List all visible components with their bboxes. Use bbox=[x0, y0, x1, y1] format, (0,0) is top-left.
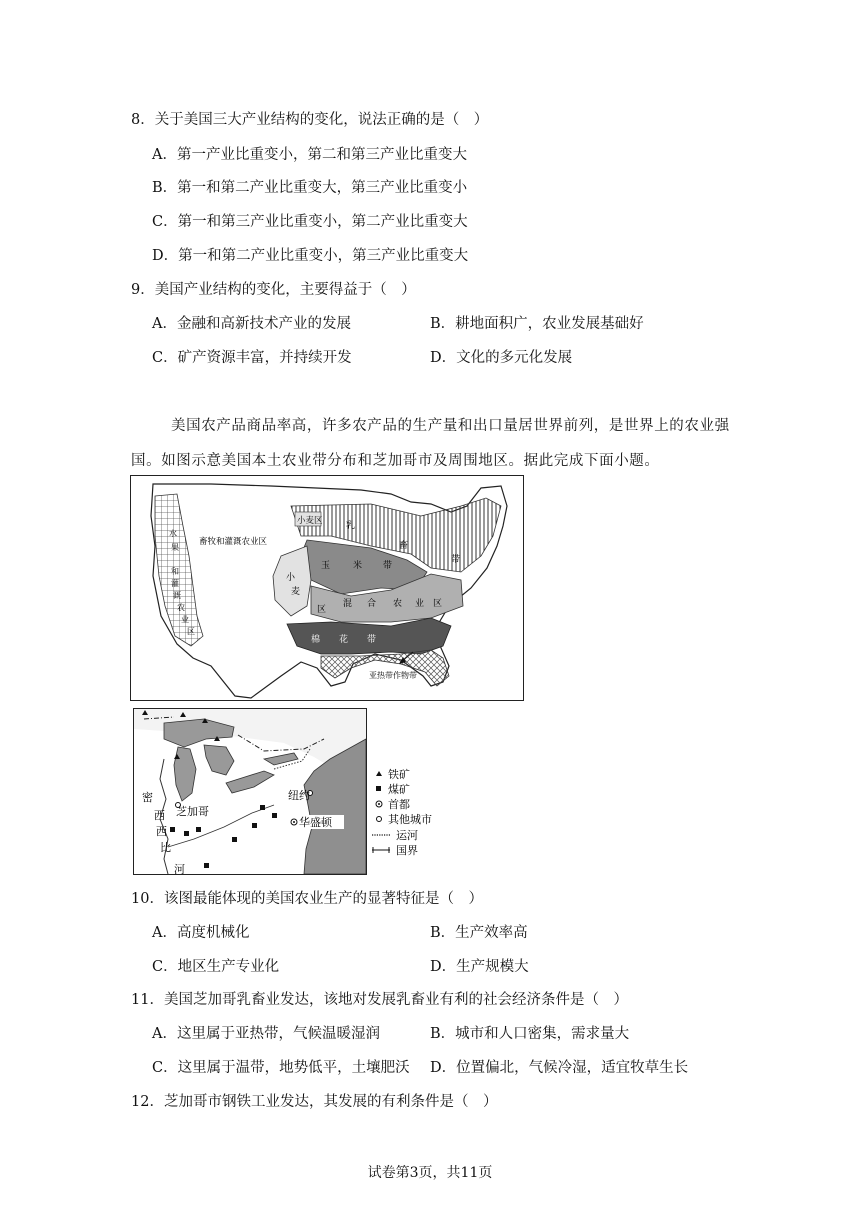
question-11-stem: 11．美国芝加哥乳畜业发达，该地对发展乳畜业有利的社会经济条件是（ ） bbox=[131, 992, 628, 1008]
coal-marker bbox=[170, 827, 175, 832]
coal-marker bbox=[252, 823, 257, 828]
label-wheat-s2: 麦 bbox=[291, 587, 301, 597]
legend-iron-ore-icon bbox=[376, 771, 382, 776]
question-9-option-b[interactable]: B．耕地面积广，农业发展基础好 bbox=[430, 316, 644, 332]
chicago-region-map bbox=[133, 708, 367, 875]
legend-canal-label: 运河 bbox=[396, 829, 418, 842]
legend-border-label: 国界 bbox=[396, 844, 418, 857]
label-pacific-6: 农 bbox=[177, 603, 185, 612]
label-dairy-1: 乳 bbox=[346, 521, 356, 531]
question-8-option-b[interactable]: B．第一和第二产业比重变大，第三产业比重变小 bbox=[152, 180, 468, 196]
atlantic-ocean bbox=[304, 739, 366, 874]
label-pacific-5: 溉 bbox=[173, 591, 181, 600]
lake-huron bbox=[204, 745, 234, 775]
question-9-option-d[interactable]: D．文化的多元化发展 bbox=[430, 350, 573, 366]
label-chicago: 芝加哥 bbox=[176, 805, 209, 818]
label-dairy-3: 带 bbox=[451, 555, 461, 565]
label-corn-3: 带 bbox=[383, 561, 393, 571]
label-pacific-2: 果 bbox=[171, 543, 179, 552]
label-ranching: 畜牧和灌溉农业区 bbox=[199, 537, 268, 547]
coal-marker bbox=[272, 813, 277, 818]
question-9-stem: 9．美国产业结构的变化，主要得益于（ ） bbox=[131, 282, 416, 298]
legend-iron-ore-label: 铁矿 bbox=[388, 768, 410, 781]
question-9-option-a[interactable]: A．金融和高新技术产业的发展 bbox=[152, 316, 351, 332]
legend-coal-icon bbox=[376, 786, 381, 791]
label-wheat-s3: 区 bbox=[317, 605, 327, 615]
question-11-option-a[interactable]: A．这里属于亚热带，气候温暖湿润 bbox=[152, 1026, 380, 1042]
label-wheat-north: 小麦区 bbox=[297, 516, 323, 526]
question-11-option-d[interactable]: D．位置偏北，气候冷湿，适宜牧草生长 bbox=[430, 1060, 689, 1076]
coal-marker bbox=[204, 863, 209, 868]
legend-city-icon bbox=[377, 817, 382, 822]
legend-border-icon bbox=[372, 847, 390, 853]
question-8-option-a[interactable]: A．第一产业比重变小，第二和第三产业比重变大 bbox=[152, 147, 467, 163]
question-10-option-c[interactable]: C．地区生产专业化 bbox=[152, 959, 280, 975]
question-10-stem: 10．该图最能体现的美国农业生产的显著特征是（ ） bbox=[131, 891, 483, 907]
label-pacific-4: 灌 bbox=[171, 579, 179, 588]
label-pacific-1: 水 bbox=[169, 529, 177, 538]
label-mississippi-5: 河 bbox=[174, 863, 185, 874]
coal-marker bbox=[196, 827, 201, 832]
label-newyork: 纽约 bbox=[288, 789, 310, 802]
label-wheat-s1: 小 bbox=[286, 573, 296, 583]
question-10-option-a[interactable]: A．高度机械化 bbox=[152, 925, 250, 941]
page-footer: 试卷第3页，共11页 bbox=[367, 1165, 493, 1181]
label-mixed-2: 合 bbox=[367, 599, 377, 609]
label-mississippi-3: 西 bbox=[156, 825, 167, 838]
legend-coal-label: 煤矿 bbox=[388, 783, 410, 796]
label-mixed-4: 业 bbox=[415, 599, 425, 609]
coal-marker bbox=[260, 805, 265, 810]
question-11-option-c[interactable]: C．这里属于温带，地势低平，土壤肥沃 bbox=[152, 1060, 410, 1076]
legend-capital-label: 首都 bbox=[388, 798, 410, 811]
passage-line-2: 国。如图示意美国本土农业带分布和芝加哥市及周围地区。据此完成下面小题。 bbox=[131, 453, 660, 469]
label-cotton-2: 花 bbox=[339, 635, 349, 645]
label-subtropical: 亚热带作物带 bbox=[369, 671, 417, 680]
label-pacific-3: 和 bbox=[171, 567, 179, 576]
label-dairy-2: 畜 bbox=[399, 541, 409, 551]
label-pacific-7: 业 bbox=[181, 615, 189, 624]
question-8-option-d[interactable]: D．第一和第二产业比重变小，第三产业比重变大 bbox=[152, 248, 469, 264]
label-mixed-1: 混 bbox=[343, 599, 353, 609]
label-mississippi-4: 比 bbox=[160, 841, 171, 854]
label-corn-2: 米 bbox=[353, 561, 363, 571]
label-washington: 华盛顿 bbox=[299, 816, 332, 829]
coal-marker bbox=[184, 831, 189, 836]
question-12-stem: 12．芝加哥市钢铁工业发达，其发展的有利条件是（ ） bbox=[131, 1094, 498, 1110]
lake-erie bbox=[226, 771, 274, 793]
label-mixed-5: 区 bbox=[433, 599, 443, 609]
label-mississippi-1: 密 bbox=[142, 791, 153, 804]
passage-line-1: 美国农产品商品率高，许多农产品的生产量和出口量居世界前列，是世界上的农业强 bbox=[171, 418, 730, 434]
question-9-option-c[interactable]: C．矿产资源丰富，并持续开发 bbox=[152, 350, 352, 366]
label-mixed-3: 农 bbox=[393, 599, 403, 609]
question-10-option-b[interactable]: B．生产效率高 bbox=[430, 925, 528, 941]
legend-city-label: 其他城市 bbox=[388, 813, 432, 826]
question-8-option-c[interactable]: C．第一和第三产业比重变小，第二产业比重变大 bbox=[152, 214, 468, 230]
label-mississippi-2: 西 bbox=[154, 809, 165, 822]
map-legend bbox=[372, 766, 462, 864]
question-11-option-b[interactable]: B．城市和人口密集，需求量大 bbox=[430, 1026, 630, 1042]
question-10-option-d[interactable]: D．生产规模大 bbox=[430, 959, 529, 975]
question-8-stem: 8．关于美国三大产业结构的变化，说法正确的是（ ） bbox=[131, 112, 489, 128]
coal-marker bbox=[232, 837, 237, 842]
us-agriculture-belt-map bbox=[130, 475, 524, 701]
label-corn-1: 玉 bbox=[321, 561, 331, 571]
label-cotton-1: 棉 bbox=[311, 635, 321, 645]
label-pacific-8: 区 bbox=[187, 627, 195, 636]
lake-ontario bbox=[264, 753, 298, 765]
label-cotton-3: 带 bbox=[367, 635, 377, 645]
